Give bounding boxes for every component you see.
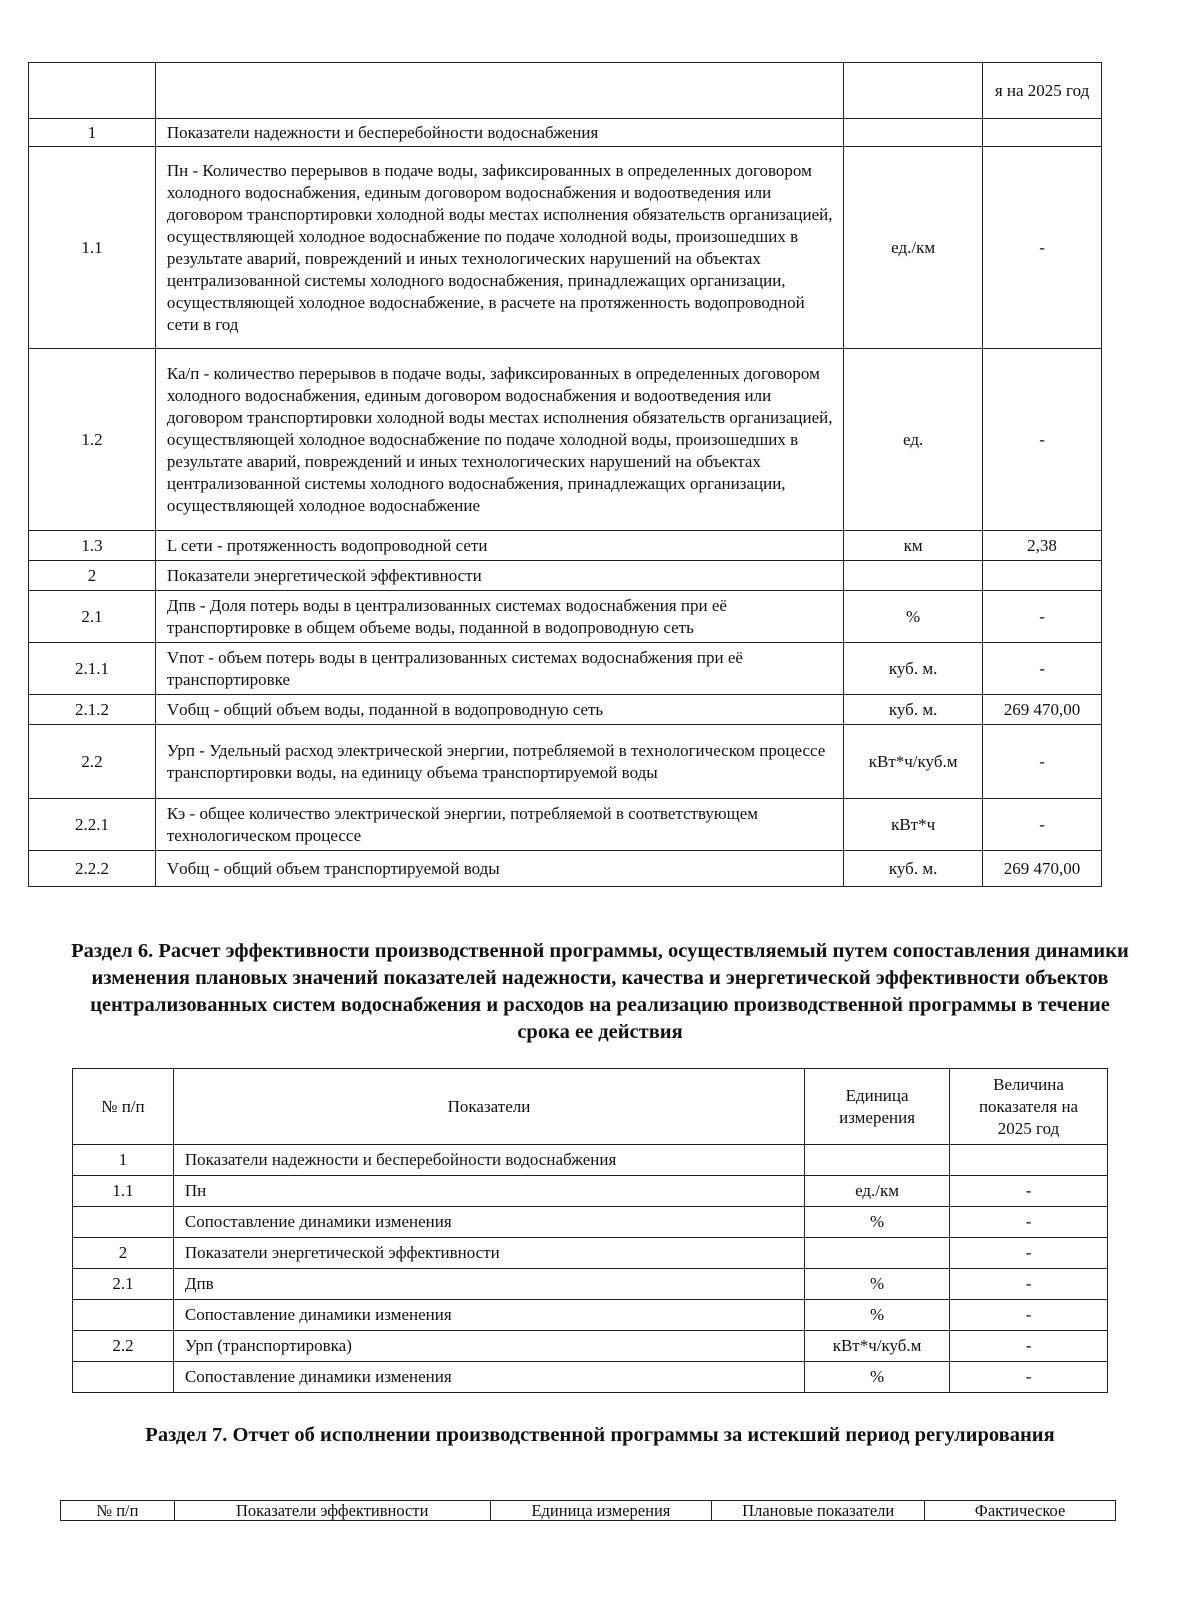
row-value	[950, 1145, 1108, 1176]
row-name: Дпв	[173, 1269, 804, 1300]
row-num: 2	[73, 1238, 174, 1269]
row-value: -	[950, 1331, 1108, 1362]
row-name: Показатели энергетической эффективности	[155, 561, 843, 591]
row-num: 1	[73, 1145, 174, 1176]
row-name: Урп (транспортировка)	[173, 1331, 804, 1362]
row-name: Vпот - объем потерь воды в централизованных системах водоснабжения при её транспортировке	[155, 643, 843, 695]
row-name: Кэ - общее количество электрической энергии, потребляемой в соответствующем технологическом процессе	[155, 799, 843, 851]
row-num	[73, 1300, 174, 1331]
header-unit: Единица измерения	[805, 1069, 950, 1145]
row-num	[73, 1362, 174, 1393]
row-name: L сети - протяженность водопроводной сети	[155, 531, 843, 561]
row-name: Показатели надежности и бесперебойности водоснабжения	[155, 119, 843, 147]
header-cell-name	[155, 63, 843, 119]
table-header-row	[61, 1501, 1116, 1521]
row-unit: %	[805, 1269, 950, 1300]
row-name: Дпв - Доля потерь воды в централизованных системах водоснабжения при её транспортировке в общем объеме воды, поданной в водопроводную сеть	[155, 591, 843, 643]
row-num: 2.1	[29, 591, 156, 643]
row-unit: %	[805, 1207, 950, 1238]
table-row	[29, 561, 1102, 591]
row-num: 2	[29, 561, 156, 591]
header-name: Показатели	[173, 1069, 804, 1145]
table-row	[29, 349, 1102, 531]
table-row	[73, 1238, 1108, 1269]
row-name: Сопоставление динамики изменения	[173, 1207, 804, 1238]
row-name: Пн	[173, 1176, 804, 1207]
row-name: Vобщ - общий объем транспортируемой воды	[155, 851, 843, 887]
header-cell-unit	[844, 63, 983, 119]
table-row	[73, 1300, 1108, 1331]
table-row	[29, 643, 1102, 695]
indicators-table	[28, 62, 1102, 887]
row-name: Сопоставление динамики изменения	[173, 1300, 804, 1331]
report-table	[60, 1500, 1116, 1521]
row-num: 2.1	[73, 1269, 174, 1300]
row-value: -	[983, 643, 1102, 695]
row-unit: %	[844, 591, 983, 643]
table-row	[29, 725, 1102, 799]
row-unit: %	[805, 1362, 950, 1393]
header-name: Показатели эффективности	[174, 1501, 490, 1521]
header-num: № п/п	[61, 1501, 175, 1521]
row-value: -	[983, 725, 1102, 799]
row-value: -	[983, 349, 1102, 531]
row-value: -	[950, 1362, 1108, 1393]
table-row	[29, 531, 1102, 561]
row-value: -	[983, 591, 1102, 643]
row-unit	[805, 1238, 950, 1269]
row-value: 269 470,00	[983, 851, 1102, 887]
table-row	[29, 119, 1102, 147]
row-unit: куб. м.	[844, 643, 983, 695]
header-cell-value: я на 2025 год	[983, 63, 1102, 119]
row-unit: %	[805, 1300, 950, 1331]
row-value	[983, 561, 1102, 591]
row-value: -	[950, 1300, 1108, 1331]
row-name: Показатели энергетической эффективности	[173, 1238, 804, 1269]
row-num: 1.1	[73, 1176, 174, 1207]
section-6-title: Раздел 6. Расчет эффективности производственной программы, осуществляемый путем сопоставления динамики изменения плановых значений показателей надежности, качества и энергетической эффективности объектов централизованных систем водоснабжения и расходов на реализацию производственной программы в течение срока ее действия	[71, 940, 1129, 1043]
row-value: -	[950, 1269, 1108, 1300]
row-num: 1	[29, 119, 156, 147]
table-row	[73, 1207, 1108, 1238]
row-value: -	[950, 1207, 1108, 1238]
table-row	[29, 695, 1102, 725]
row-unit	[805, 1145, 950, 1176]
row-num: 2.1.1	[29, 643, 156, 695]
row-value: -	[950, 1176, 1108, 1207]
table-row	[73, 1331, 1108, 1362]
row-name: Vобщ - общий объем воды, поданной в водопроводную сеть	[155, 695, 843, 725]
table-row	[29, 591, 1102, 643]
header-cell-num	[29, 63, 156, 119]
header-plan: Плановые показатели	[712, 1501, 925, 1521]
table-header-row	[29, 63, 1102, 119]
table-row	[29, 147, 1102, 349]
header-unit: Единица измерения	[490, 1501, 712, 1521]
table-row	[29, 851, 1102, 887]
row-unit: куб. м.	[844, 851, 983, 887]
header-num: № п/п	[73, 1069, 174, 1145]
row-num: 2.2	[73, 1331, 174, 1362]
row-num: 1.1	[29, 147, 156, 349]
row-unit: кВт*ч	[844, 799, 983, 851]
row-unit: ед.	[844, 349, 983, 531]
row-value	[983, 119, 1102, 147]
row-value: -	[983, 147, 1102, 349]
row-num: 2.1.2	[29, 695, 156, 725]
table-row	[29, 799, 1102, 851]
row-num: 2.2	[29, 725, 156, 799]
header-fact: Фактическое	[925, 1501, 1116, 1521]
row-num: 1.2	[29, 349, 156, 531]
row-name: Урп - Удельный расход электрической энергии, потребляемой в технологическом процессе транспортировки воды, на единицу объема транспортируемой воды	[155, 725, 843, 799]
table-header-row	[73, 1069, 1108, 1145]
row-value: -	[983, 799, 1102, 851]
row-name: Пн - Количество перерывов в подаче воды, зафиксированных в определенных договором холодного водоснабжения, единым договором водоснабжения и водоотведения или договором транспортировки холодной воды местах исполнения обязательств организацией, осуществляющей холодное водоснабжение по подаче холодной воды, произошедших в результате аварий, повреждений и иных технологических нарушений на объектах централизованной системы холодного водоснабжения, принадлежащих организации, осуществляющей холодное водоснабжение, в расчете на протяженность водопроводной сети в год	[155, 147, 843, 349]
row-unit: куб. м.	[844, 695, 983, 725]
row-unit	[844, 561, 983, 591]
row-name: Сопоставление динамики изменения	[173, 1362, 804, 1393]
row-name: Ка/п - количество перерывов в подаче воды, зафиксированных в определенных договором холодного водоснабжения, единым договором водоснабжения и водоотведения или договором транспортировки холодной воды местах исполнения обязательств организацией, осуществляющей холодное водоснабжение по подаче холодной воды, произошедших в результате аварий, повреждений и иных технологических нарушений на объектах централизованной системы холодного водоснабжения, принадлежащих организации, осуществляющей холодное водоснабжение	[155, 349, 843, 531]
table-row	[73, 1176, 1108, 1207]
row-num: 2.2.2	[29, 851, 156, 887]
efficiency-table	[72, 1068, 1108, 1393]
row-unit: кВт*ч/куб.м	[844, 725, 983, 799]
row-unit: ед./км	[844, 147, 983, 349]
row-unit: кВт*ч/куб.м	[805, 1331, 950, 1362]
row-value: -	[950, 1238, 1108, 1269]
table-row	[73, 1362, 1108, 1393]
row-unit	[844, 119, 983, 147]
header-value: Величина показателя на 2025 год	[950, 1069, 1108, 1145]
row-num: 2.2.1	[29, 799, 156, 851]
row-unit: ед./км	[805, 1176, 950, 1207]
row-name: Показатели надежности и бесперебойности водоснабжения	[173, 1145, 804, 1176]
row-unit: км	[844, 531, 983, 561]
table-row	[73, 1145, 1108, 1176]
row-value: 2,38	[983, 531, 1102, 561]
table-row	[73, 1269, 1108, 1300]
row-value: 269 470,00	[983, 695, 1102, 725]
row-num	[73, 1207, 174, 1238]
row-num: 1.3	[29, 531, 156, 561]
section-7-title: Раздел 7. Отчет об исполнении производственной программы за истекший период регулирования	[145, 1424, 1055, 1446]
